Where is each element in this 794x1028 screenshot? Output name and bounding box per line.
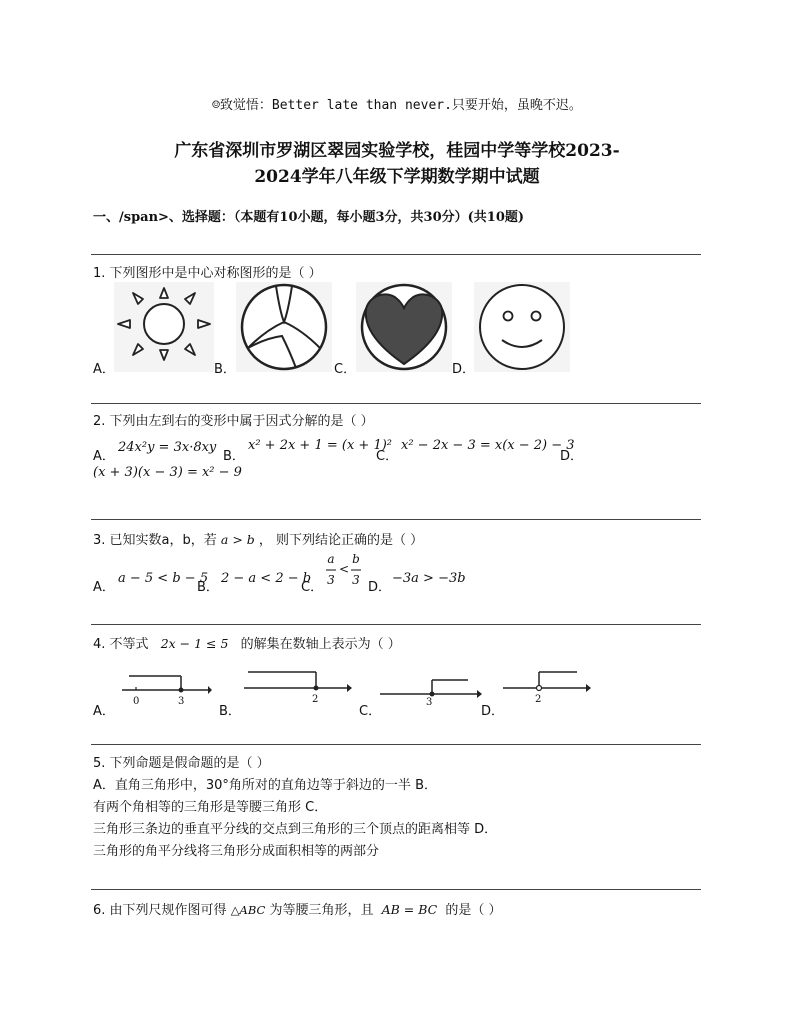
q5-line-2[interactable]: 有两个角相等的三角形是等腰三角形 C． [93,800,328,815]
q1-option-a[interactable]: A． [93,362,115,377]
q3-c-fraction-bars [325,569,363,571]
q5-stem: 5. 下列命题是假命题的是（ ） [93,756,270,771]
q1-stem: 1. 下列图形中是中心对称图形的是（ ） [93,266,322,281]
q3-option-a[interactable]: A． [93,580,115,595]
q5-line-4[interactable]: 三角形的角平分线将三角形分成面积相等的两部分 [93,844,380,859]
q3-c-denominator-b: 3 [352,573,360,587]
q6-stem [93,899,502,918]
q1-option-c[interactable]: C． [334,362,357,377]
q4-d-tick-2: 2 [535,694,542,705]
smiley-face-icon [474,282,570,372]
q3-c-less-than: < [338,562,350,576]
q6-stem-middle: 为等腰三角形，且 [269,903,374,918]
q3-stem [93,529,423,548]
q4-inequality: 2x − 1 ≤ 5 [160,636,229,651]
exam-title-line-1: 广东省深圳市罗湖区翠园实验学校，桂园中学等学校2023- [174,141,620,161]
q4-stem-prefix: 4. 不等式 [93,637,149,652]
heart-in-circle-icon [356,282,452,372]
q6-triangle: △ABC [230,903,266,917]
q1-option-d[interactable]: D． [452,362,476,377]
q2-option-b[interactable]: B． [223,449,245,464]
q4-number-line-a [122,670,212,696]
section-heading: 一、/span>、选择题：（本题有10小题，每小题3分，共30分）(共10题) [93,210,525,225]
q6-stem-prefix: 6. 由下列尺规作图可得 [93,903,227,918]
q3-expression-b: 2 − a < 2 − b [221,571,312,586]
q4-option-b[interactable]: B． [219,704,241,719]
q2-expression-b: x² + 2x + 1 = (x + 1)² [248,438,393,453]
q4-option-d[interactable]: D． [481,704,505,719]
q4-c-tick-3: 3 [426,697,433,708]
q1-option-b[interactable]: B． [214,362,236,377]
divider-q6 [91,889,701,890]
q2-expression-c: x² − 2x − 3 = x(x − 2) − 3 [401,438,575,453]
q2-option-a[interactable]: A． [93,449,115,464]
q4-number-line-b [244,668,352,694]
q5-line-3[interactable]: 三角形三条边的垂直平分线的交点到三角形的三个顶点的距离相等 D． [93,822,498,837]
q5-line-1[interactable]: A．直角三角形中，30°角所对的直角边等于斜边的一半 B． [93,778,437,793]
motto-header: ☺致觉悟：Better late than never.只要开始，虽晚不迟。 [212,98,582,113]
q4-b-tick-2: 2 [312,694,319,705]
q6-equation: AB = BC [381,902,438,917]
q3-expression-a: a − 5 < b − 5 [118,571,209,586]
q3-option-c[interactable]: C． [301,580,324,595]
q2-option-d[interactable]: D． [560,449,584,464]
q3-stem-suffix: ， 则下列结论正确的是（ ） [258,533,424,548]
q3-c-numerator-b: b [352,552,360,566]
q2-stem: 2. 下列由左到右的变形中属于因式分解的是（ ） [93,414,374,429]
q3-c-denominator-a: 3 [327,573,335,587]
divider-q4 [91,624,701,625]
q4-a-tick-3: 3 [178,696,185,707]
q4-stem [93,633,401,652]
q4-a-tick-0: 0 [133,696,140,707]
q4-number-line-d [503,670,591,692]
circle-with-three-arcs-icon [236,282,332,372]
sun-icon [114,282,214,372]
divider-q5 [91,744,701,745]
q2-expression-d: (x + 3)(x − 3) = x² − 9 [93,465,242,480]
exam-title-line-2: 2024学年八年级下学期数学期中试题 [254,167,540,187]
divider-q1 [91,254,701,255]
q3-stem-prefix: 3. 已知实数a，b，若 [93,533,217,548]
q3-expression-d: −3a > −3b [392,571,466,586]
divider-q2 [91,403,701,404]
q2-expression-a: 24x²y = 3x·8xy [118,440,217,455]
q4-option-a[interactable]: A． [93,704,115,719]
q6-stem-suffix: 的是（ ） [445,903,502,918]
q4-option-c[interactable]: C． [359,704,382,719]
q3-option-d[interactable]: D． [368,580,392,595]
divider-q3 [91,519,701,520]
q3-condition: a > b [220,532,255,547]
q4-stem-suffix: 的解集在数轴上表示为（ ） [240,637,401,652]
q2-option-c[interactable]: C． [376,449,399,464]
q3-c-numerator-a: a [327,552,335,566]
q3-option-b[interactable]: B． [197,580,219,595]
